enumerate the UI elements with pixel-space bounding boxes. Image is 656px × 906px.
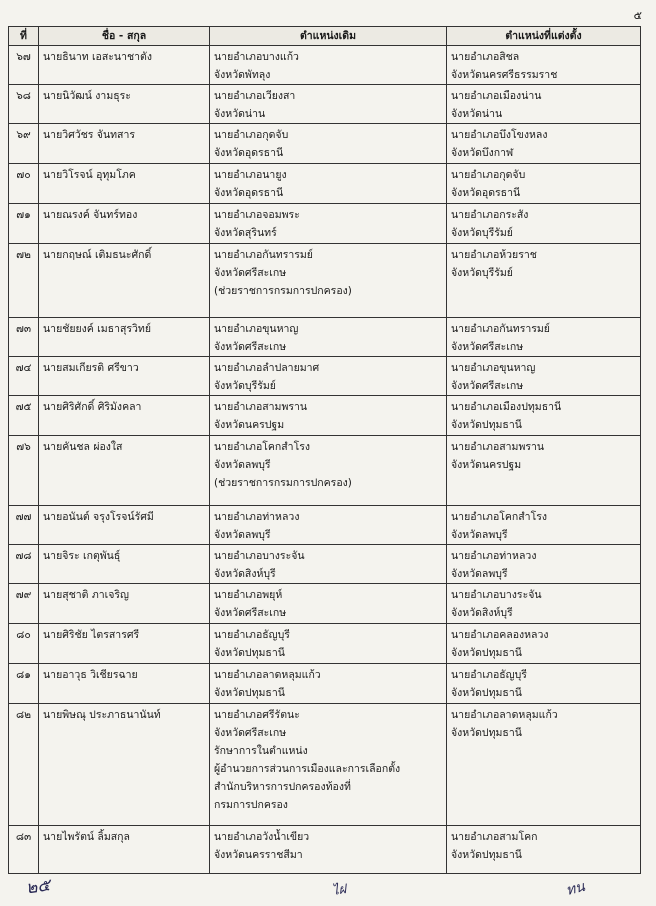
- row-old-position: [210, 204, 447, 244]
- table-row: [9, 396, 641, 436]
- row-number: ๗๓: [9, 318, 39, 357]
- row-new-position: [447, 396, 641, 436]
- old-position-line: จังหวัดสุรินทร์: [214, 227, 277, 239]
- old-position-line: นายอำเภอโคกสำโรง: [214, 441, 310, 453]
- table-row: [9, 624, 641, 664]
- table-body: [9, 46, 641, 874]
- old-position-line: นายอำเภอบางระจัน: [214, 550, 305, 562]
- row-name: นายไพรัตน์ ลิ้มสกุล: [39, 826, 210, 874]
- new-position-line: นายอำเภอสามพราน: [451, 441, 545, 453]
- signature-mid: ไฝ: [331, 882, 348, 899]
- header-old-position: ตำแหน่งเดิม: [210, 27, 447, 46]
- old-position-line: นายอำเภอกันทรารมย์: [214, 249, 313, 261]
- new-position-line: จังหวัดนครปฐม: [451, 459, 522, 471]
- new-position-line: จังหวัดบุรีรัมย์: [451, 267, 513, 279]
- page-number: ๕: [633, 9, 642, 22]
- new-position-line: จังหวัดบุรีรัมย์: [451, 227, 513, 239]
- header-new-position: ตำแหน่งที่แต่งตั้ง: [447, 27, 641, 46]
- row-old-position: [210, 506, 447, 545]
- old-position-line: นายอำเภอจอมพระ: [214, 209, 300, 221]
- row-new-position: [447, 357, 641, 396]
- new-position-line: จังหวัดบึงกาฬ: [451, 147, 514, 159]
- row-number: ๗๙: [9, 584, 39, 624]
- new-position-line: นายอำเภอโคกสำโรง: [451, 511, 547, 523]
- row-old-position: [210, 318, 447, 357]
- table-header-row: [9, 27, 641, 46]
- row-number: ๗๔: [9, 357, 39, 396]
- row-old-position: [210, 664, 447, 704]
- old-position-line: นายอำเภอศรีรัตนะ: [214, 709, 300, 721]
- table-row: [9, 436, 641, 506]
- old-position-line: จังหวัดศรีสะเกษ: [214, 727, 287, 739]
- old-position-line: จังหวัดนครราชสีมา: [214, 849, 303, 861]
- new-position-line: จังหวัดศรีสะเกษ: [451, 380, 524, 392]
- old-position-line: จังหวัดพัทลุง: [214, 69, 271, 81]
- old-position-line: จังหวัดอุดรธานี: [214, 187, 284, 199]
- new-position-line: จังหวัดปทุมธานี: [451, 647, 522, 659]
- signature-left: ๒๕: [24, 875, 52, 899]
- old-position-line: กรมการปกครอง: [214, 799, 288, 811]
- old-position-line: นายอำเภอบางแก้ว: [214, 51, 299, 63]
- new-position-line: จังหวัดปทุมธานี: [451, 419, 522, 431]
- row-old-position: [210, 164, 447, 204]
- table-row: [9, 584, 641, 624]
- old-position-line: นายอำเภอธัญบุรี: [214, 629, 290, 641]
- new-position-line: จังหวัดลพบุรี: [451, 529, 508, 541]
- old-position-line: นายอำเภอกุดจับ: [214, 129, 289, 141]
- new-position-line: จังหวัดลพบุรี: [451, 568, 508, 580]
- row-new-position: [447, 584, 641, 624]
- row-number: ๘๒: [9, 704, 39, 826]
- row-old-position: [210, 545, 447, 584]
- table-row: [9, 704, 641, 826]
- new-position-line: นายอำเภอเมืองปทุมธานี: [451, 401, 562, 413]
- old-position-line: รักษาการในตำแหน่ง: [214, 745, 308, 757]
- table-row: [9, 85, 641, 124]
- new-position-line: นายอำเภอเมืองน่าน: [451, 90, 542, 102]
- row-name: นายอนันต์ จรุงโรจน์รัศมี: [39, 506, 210, 545]
- old-position-line: จังหวัดปทุมธานี: [214, 647, 285, 659]
- new-position-line: นายอำเภอสามโคก: [451, 831, 538, 843]
- row-name: นายวิศวัชร จันทสาร: [39, 124, 210, 164]
- row-new-position: [447, 46, 641, 85]
- table-row: [9, 545, 641, 584]
- row-new-position: [447, 318, 641, 357]
- row-old-position: [210, 46, 447, 85]
- table-row: [9, 46, 641, 85]
- row-name: นายชัยยงค์ เมธาสุรวิทย์: [39, 318, 210, 357]
- row-old-position: [210, 584, 447, 624]
- row-new-position: [447, 204, 641, 244]
- new-position-line: นายอำเภอลาดหลุมแก้ว: [451, 709, 558, 721]
- row-name: นายพิษณุ ประภาธนานันท์: [39, 704, 210, 826]
- new-position-line: จังหวัดน่าน: [451, 108, 503, 120]
- row-new-position: [447, 826, 641, 874]
- table-row: [9, 357, 641, 396]
- row-name: นายสมเกียรติ ศรีขาว: [39, 357, 210, 396]
- row-old-position: [210, 436, 447, 506]
- new-position-line: จังหวัดปทุมธานี: [451, 727, 522, 739]
- old-position-line: จังหวัดน่าน: [214, 108, 266, 120]
- new-position-line: จังหวัดศรีสะเกษ: [451, 341, 524, 353]
- old-position-line: นายอำเภอลำปลายมาศ: [214, 362, 320, 374]
- row-new-position: [447, 624, 641, 664]
- row-name: นายอาวุธ วิเชียรฉาย: [39, 664, 210, 704]
- row-number: ๗๘: [9, 545, 39, 584]
- new-position-line: นายอำเภอสิชล: [451, 51, 520, 63]
- row-number: ๗๖: [9, 436, 39, 506]
- row-old-position: [210, 124, 447, 164]
- row-new-position: [447, 124, 641, 164]
- row-new-position: [447, 164, 641, 204]
- row-name: นายวิโรจน์ อุทุมโภค: [39, 164, 210, 204]
- new-position-line: นายอำเภอบางระจัน: [451, 589, 542, 601]
- signature-right: ทน: [564, 878, 587, 900]
- new-position-line: จังหวัดนครศรีธรรมราช: [451, 69, 558, 81]
- row-name: นายคันชล ผ่องใส: [39, 436, 210, 506]
- old-position-line: นายอำเภอท่าหลวง: [214, 511, 300, 523]
- table-row: [9, 318, 641, 357]
- table-row: [9, 826, 641, 874]
- new-position-line: นายอำเภอขุนหาญ: [451, 362, 536, 374]
- old-position-line: นายอำเภอนายูง: [214, 169, 287, 181]
- old-position-line: สำนักบริหารการปกครองท้องที่: [214, 781, 351, 793]
- row-old-position: [210, 85, 447, 124]
- old-position-line: ผู้อำนวยการส่วนการเมืองและการเลือกตั้ง: [214, 763, 401, 775]
- new-position-line: นายอำเภอท่าหลวง: [451, 550, 537, 562]
- old-position-line: (ช่วยราชการกรมการปกครอง): [214, 285, 352, 297]
- old-position-line: นายอำเภอสามพราน: [214, 401, 308, 413]
- row-name: นายธินาท เอสะนาชาตัง: [39, 46, 210, 85]
- row-new-position: [447, 85, 641, 124]
- table-row: [9, 204, 641, 244]
- row-old-position: [210, 704, 447, 826]
- row-old-position: [210, 396, 447, 436]
- row-number: ๗๗: [9, 506, 39, 545]
- new-position-line: นายอำเภอกุดจับ: [451, 169, 526, 181]
- row-number: ๗๑: [9, 204, 39, 244]
- old-position-line: จังหวัดสิงห์บุรี: [214, 568, 276, 580]
- old-position-line: จังหวัดนครปฐม: [214, 419, 285, 431]
- row-number: ๘๑: [9, 664, 39, 704]
- new-position-line: นายอำเภอกระสัง: [451, 209, 529, 221]
- row-new-position: [447, 244, 641, 318]
- row-name: นายศิริศักดิ์ ศิริมังคลา: [39, 396, 210, 436]
- table-row: [9, 506, 641, 545]
- row-number: ๗๕: [9, 396, 39, 436]
- new-position-line: จังหวัดสิงห์บุรี: [451, 607, 513, 619]
- row-number: ๘๓: [9, 826, 39, 874]
- old-position-line: จังหวัดปทุมธานี: [214, 687, 285, 699]
- row-new-position: [447, 704, 641, 826]
- new-position-line: จังหวัดปทุมธานี: [451, 687, 522, 699]
- old-position-line: นายอำเภอลาดหลุมแก้ว: [214, 669, 321, 681]
- row-new-position: [447, 506, 641, 545]
- new-position-line: นายอำเภอธัญบุรี: [451, 669, 527, 681]
- new-position-line: จังหวัดปทุมธานี: [451, 849, 522, 861]
- new-position-line: นายอำเภอบึงโขงหลง: [451, 129, 548, 141]
- row-name: นายนิวัฒน์ งามธุระ: [39, 85, 210, 124]
- appointment-table: [8, 26, 641, 874]
- old-position-line: นายอำเภอวังน้ำเขียว: [214, 831, 310, 843]
- row-new-position: [447, 545, 641, 584]
- header-name: ชื่อ - สกุล: [39, 27, 210, 46]
- old-position-line: นายอำเภอขุนหาญ: [214, 323, 299, 335]
- row-new-position: [447, 436, 641, 506]
- row-old-position: [210, 244, 447, 318]
- row-number: ๖๗: [9, 46, 39, 85]
- row-new-position: [447, 664, 641, 704]
- row-name: นายณรงค์ จันทร์ทอง: [39, 204, 210, 244]
- new-position-line: จังหวัดอุดรธานี: [451, 187, 521, 199]
- row-old-position: [210, 826, 447, 874]
- table-row: [9, 164, 641, 204]
- new-position-line: นายอำเภอคลองหลวง: [451, 629, 549, 641]
- old-position-line: นายอำเภอพยุห์: [214, 589, 283, 601]
- old-position-line: จังหวัดศรีสะเกษ: [214, 267, 287, 279]
- row-name: นายศิริชัย ไตรสารศรี: [39, 624, 210, 664]
- old-position-line: จังหวัดอุดรธานี: [214, 147, 284, 159]
- new-position-line: นายอำเภอห้วยราช: [451, 249, 537, 261]
- row-number: ๗๒: [9, 244, 39, 318]
- row-name: นายกฤษณ์ เติมธนะศักดิ์: [39, 244, 210, 318]
- old-position-line: จังหวัดศรีสะเกษ: [214, 341, 287, 353]
- table-row: [9, 124, 641, 164]
- row-old-position: [210, 624, 447, 664]
- row-old-position: [210, 357, 447, 396]
- old-position-line: จังหวัดบุรีรัมย์: [214, 380, 276, 392]
- old-position-line: จังหวัดศรีสะเกษ: [214, 607, 287, 619]
- row-number: ๘๐: [9, 624, 39, 664]
- header-number: ที่: [9, 27, 39, 46]
- table-row: [9, 244, 641, 318]
- old-position-line: จังหวัดลพบุรี: [214, 459, 271, 471]
- row-number: ๖๘: [9, 85, 39, 124]
- table-row: [9, 664, 641, 704]
- row-number: ๗๐: [9, 164, 39, 204]
- row-name: นายสุชาติ ภาเจริญ: [39, 584, 210, 624]
- old-position-line: (ช่วยราชการกรมการปกครอง): [214, 477, 352, 489]
- old-position-line: จังหวัดลพบุรี: [214, 529, 271, 541]
- new-position-line: นายอำเภอกันทรารมย์: [451, 323, 550, 335]
- old-position-line: นายอำเภอเวียงสา: [214, 90, 296, 102]
- row-number: ๖๙: [9, 124, 39, 164]
- row-name: นายจิระ เกตุพันธุ์: [39, 545, 210, 584]
